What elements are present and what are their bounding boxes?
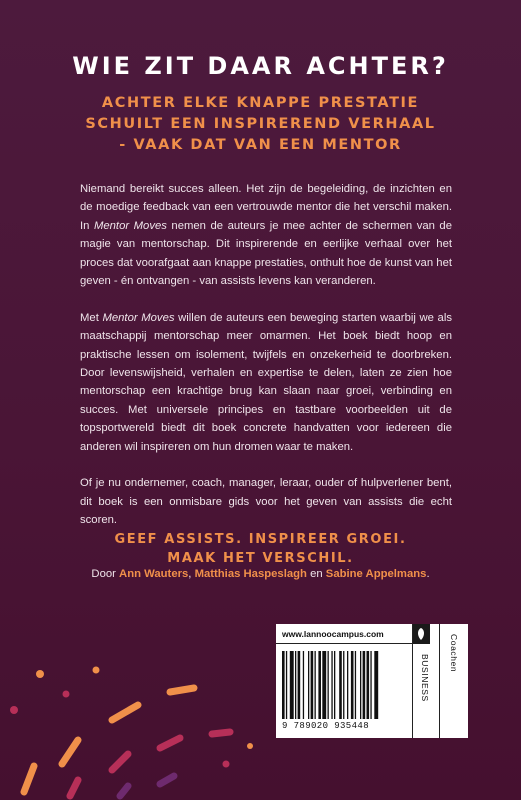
category-column — [439, 624, 468, 738]
dash-mark — [62, 740, 78, 764]
dash-mark — [112, 705, 138, 720]
barcode-label — [276, 624, 468, 738]
dash-mark — [160, 776, 174, 784]
dash-mark — [112, 754, 128, 770]
barcode-bar — [295, 651, 296, 719]
barcode-bar — [318, 651, 321, 719]
barcode-bar — [331, 651, 332, 719]
category-label: BUSINESS — [420, 654, 430, 702]
barcode-bar — [343, 651, 344, 719]
isbn-number: 9 789020 935448 — [282, 721, 370, 731]
barcode-bar — [298, 651, 301, 719]
barcode-bar — [308, 651, 309, 719]
dot-mark — [247, 743, 253, 749]
blurb-text — [80, 180, 452, 548]
dash-mark — [24, 766, 34, 792]
blurb-paragraph-1: Niemand bereikt succes alleen. Het zijn de begeleiding, de inzichten en de moedige feedback van een vertrouwde mentor die het verschil maken. In Mentor Moves nemen de auteurs je mee achter de schermen van de magie van mentorschap. Dit inspirerende en eerlijke verhaal over het proces dat voorafgaat aan knappe prestaties, onthult hoe de kunst van het geven - én ontvangen - van assists levens kan veranderen. — [80, 183, 452, 288]
barcode-bar — [334, 651, 335, 719]
category-label: Coachen — [449, 634, 459, 673]
barcode-bar — [367, 651, 370, 719]
barcode-bar — [286, 651, 287, 719]
barcode-bar — [322, 651, 326, 719]
dot-mark — [93, 667, 100, 674]
cover-heading: WIE ZIT DAAR ACHTER? — [72, 52, 449, 80]
barcode-bar — [360, 651, 361, 719]
subheading-line: SCHUILT EEN INSPIREREND VERHAAL — [85, 116, 436, 132]
author-name: Matthias Haspeslagh — [194, 568, 307, 580]
tagline-line: GEEF ASSISTS. INSPIREER GROEI. — [114, 532, 407, 547]
subheading-line: - VAAK DAT VAN EEN MENTOR — [119, 137, 402, 153]
dash-mark — [160, 738, 180, 748]
barcode-bar — [315, 651, 316, 719]
author-byline: Door Ann Wauters, Matthias Haspeslagh en Sabine Appelmans. — [91, 568, 430, 580]
dash-mark — [70, 780, 78, 796]
barcode-bar — [339, 651, 342, 719]
barcode-bar — [303, 651, 304, 719]
blurb-paragraph-2: Met Mentor Moves willen de auteurs een beweging starten waarbij we als maatschappij mentorschap meer omarmen. Het boek biedt hoop en praktische lessen om isolement, twijfels en onzekerheid te doorbreken. Door levenswijsheid, verhalen en expertise te delen, laten ze zien hoe mentorschap een krachtige brug kan slaan naar groei, verbinding en succes. Met universele principes en tastbare voorbeelden uit de topsportwereld biedt dit boek concrete handvatten voor iedereen die anderen wil inspireren om hun dromen waar te maken. — [80, 311, 452, 453]
barcode-bar — [370, 651, 371, 719]
category-column — [412, 624, 439, 738]
dot-mark — [10, 706, 18, 714]
barcode-bar — [328, 651, 329, 719]
book-title: Mentor Moves — [102, 311, 175, 324]
dash-mark — [120, 786, 128, 796]
subheading-line: ACHTER ELKE KNAPPE PRESTATIE — [101, 95, 420, 111]
dot-mark — [36, 670, 44, 678]
author-name: Ann Wauters — [119, 568, 189, 580]
barcode-bar — [311, 651, 314, 719]
dot-mark — [223, 761, 230, 768]
barcode-bar — [282, 651, 285, 719]
cover-subheading — [0, 93, 521, 156]
barcode-bar — [351, 651, 354, 719]
dash-mark — [170, 688, 194, 692]
barcode-bar — [290, 651, 294, 719]
publisher-url: www.lannoocampus.com — [276, 624, 412, 644]
book-title: Mentor Moves — [93, 219, 167, 232]
barcode-bar — [363, 651, 366, 719]
barcode-bar — [374, 651, 378, 719]
barcode-bars — [282, 651, 408, 719]
barcode-bar — [347, 651, 348, 719]
dash-mark — [212, 732, 230, 734]
dot-mark — [63, 691, 70, 698]
barcode-bar — [355, 651, 356, 719]
tagline-line: MAAK HET VERSCHIL. — [167, 551, 354, 566]
author-name: Sabine Appelmans — [325, 568, 427, 580]
blurb-paragraph-3: Of je nu ondernemer, coach, manager, leraar, ouder of hulpverlener bent, dit boek is een onmisbare gids voor het geven van assists die echt scoren. — [80, 477, 452, 527]
